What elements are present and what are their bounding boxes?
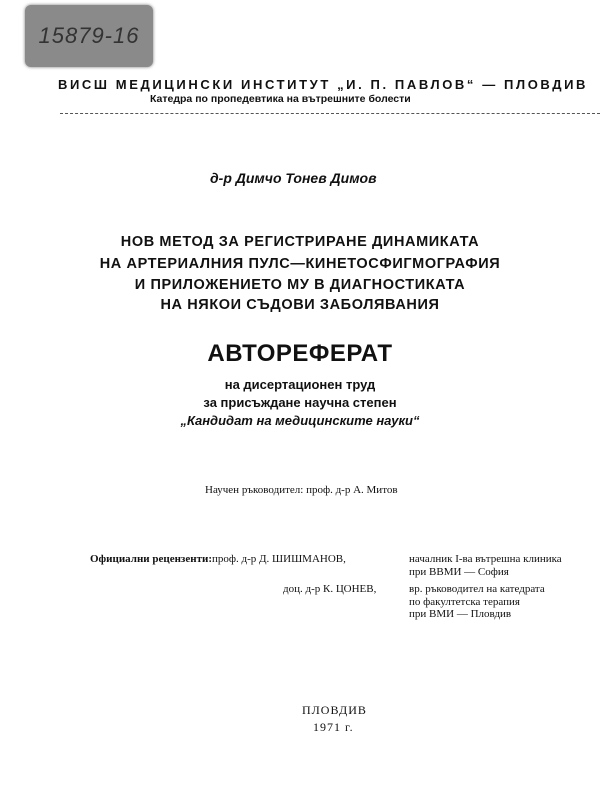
reviewer-1-name: проф. д-р Д. ШИШМАНОВ,: [212, 553, 346, 565]
publication-city: ПЛОВДИВ: [302, 703, 367, 717]
title-line: НА НЯКОИ СЪДОВИ ЗАБОЛЯВАНИЯ: [160, 297, 440, 313]
subtitle-line: на дисертационен труд: [224, 377, 376, 392]
reviewer-2-position: при ВМИ — Пловдив: [409, 608, 512, 620]
header-divider: [60, 113, 600, 114]
institute-name: ВИСШ МЕДИЦИНСКИ ИНСТИТУТ „И. П. ПАВЛОВ“ — ПЛОВДИВ: [58, 77, 589, 92]
subtitle-line: „Кандидат на медицинските науки“: [180, 413, 420, 428]
reviewer-1-position: началник I-ва вътрешна клиника: [409, 553, 562, 565]
subtitle-line: за присъждане научна степен: [203, 395, 397, 410]
archive-stamp: [25, 5, 153, 67]
reviewer-2-name: доц. д-р К. ЦОНЕВ,: [283, 583, 377, 595]
reviewer-2-position: вр. ръководител на катедрата: [409, 583, 545, 595]
supervisor: Научен ръководител: проф. д-р А. Митов: [205, 484, 398, 496]
title-line: И ПРИЛОЖЕНИЕТО МУ В ДИАГНОСТИКАТА: [134, 277, 466, 293]
reviewers-label: Официални рецензенти:: [90, 553, 212, 565]
publication-year: 1971 г.: [313, 720, 354, 734]
title-line: НА АРТЕРИАЛНИЯ ПУЛС—КИНЕТОСФИГМОГРАФИЯ: [99, 256, 501, 272]
stamp-number: 15879-16: [38, 23, 140, 48]
reviewer-1-position: при ВВМИ — София: [409, 566, 509, 578]
department-name: Катедра по пропедевтика на вътрешните болести: [150, 93, 411, 105]
author-name: д-р Димчо Тонев Димов: [210, 170, 377, 186]
title-line: НОВ МЕТОД ЗА РЕГИСТРИРАНЕ ДИНАМИКАТА: [120, 234, 480, 250]
document-type: АВТОРЕФЕРАТ: [207, 340, 393, 367]
reviewer-2-position: по факултетска терапия: [409, 596, 520, 608]
